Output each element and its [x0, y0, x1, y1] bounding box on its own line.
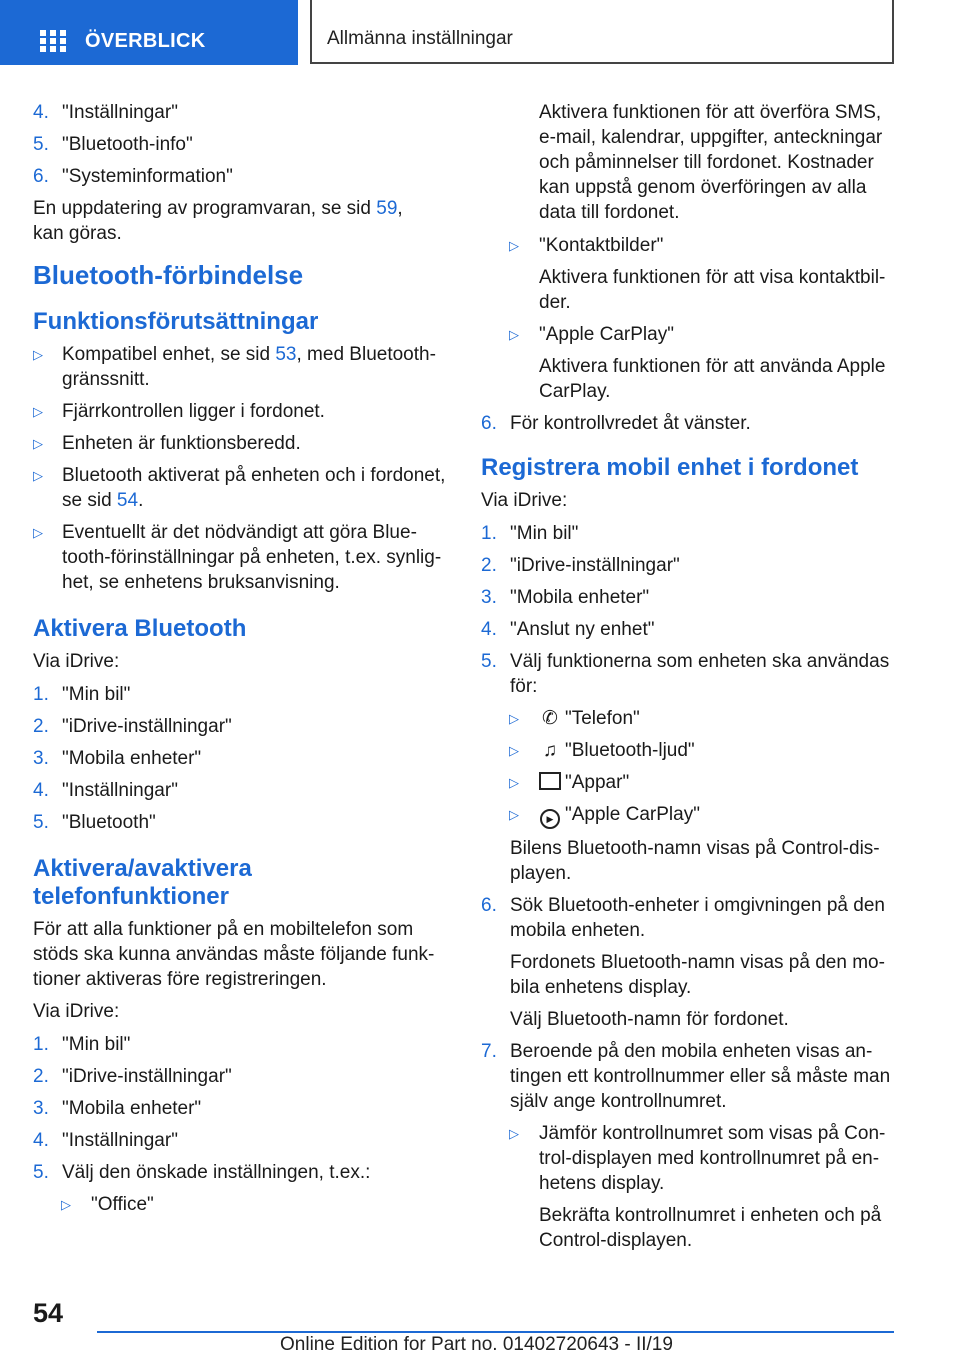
- overview-label: ÖVERBLICK: [85, 30, 206, 52]
- triangle-right-icon: ▷: [61, 1197, 71, 1212]
- page-number: 54: [33, 1298, 64, 1328]
- list-item: ▷ Kompatibel enhet, se sid 53, med Bluetooth-gränssnitt.: [33, 344, 436, 390]
- page-link[interactable]: 54: [116, 490, 139, 511]
- triangle-right-icon: ▷: [509, 743, 519, 758]
- left-column: [33, 100, 453, 1224]
- update-text: En uppdatering av programvaran, se sid 59, kan göras.: [33, 198, 403, 244]
- triangle-right-icon: ▷: [33, 468, 43, 483]
- list-item: 5. "Bluetooth-info": [33, 134, 193, 155]
- list-item: ▷ Eventuellt är det nödvändigt att göra Blue-tooth-förinställningar på enheten, t.ex. synlig-het, se enhetens bruksanvisning.: [33, 522, 442, 593]
- bt-name-text: Bilens Bluetooth-namn visas på Control-dis-playen.: [510, 838, 880, 884]
- list-item: 2. "iDrive-inställningar": [33, 716, 232, 737]
- list-item: 1. "Min bil": [33, 684, 131, 705]
- carplay-desc: Aktivera funktionen för att använda Apple CarPlay.: [539, 356, 886, 402]
- list-item: ▷ "Office": [61, 1194, 154, 1215]
- music-note-icon: ♫: [542, 740, 558, 761]
- list-item: 5. "Bluetooth": [33, 812, 156, 833]
- via-label: Via iDrive:: [481, 490, 568, 511]
- triangle-right-icon: ▷: [33, 525, 43, 540]
- list-item: ▷ "Apple CarPlay": [509, 324, 674, 345]
- section-header: [310, 0, 894, 64]
- list-item: ▷ "Kontaktbilder": [509, 235, 664, 256]
- list-item: ▷ "Appar": [509, 772, 630, 793]
- via-label: Via iDrive:: [33, 1001, 120, 1022]
- right-column: [481, 100, 901, 1260]
- overview-tab[interactable]: [0, 0, 298, 65]
- list-item: ▷ ▶ "Apple CarPlay": [481, 802, 901, 829]
- footer-edition: Online Edition for Part no. 01402720643 - II/19: [280, 1334, 673, 1355]
- triangle-right-icon: ▷: [33, 436, 43, 451]
- list-item: 7. Beroende på den mobila enheten visas an-tingen ett kontrollnummer eller så måste man själv ange kontrollnumret.: [481, 1041, 891, 1112]
- list-item: 3. "Mobila enheter": [33, 748, 202, 769]
- carplay-icon: ▶: [539, 802, 561, 829]
- list-item: ▷ Enheten är funktionsberedd.: [33, 433, 301, 454]
- step6-detail: Välj Bluetooth-namn för fordonet.: [510, 1009, 789, 1030]
- list-item: 4. "Inställningar": [33, 780, 178, 801]
- apps-icon: [539, 770, 561, 795]
- list-item: 3. "Mobila enheter": [33, 1098, 202, 1119]
- heading-prereq: Funktionsförutsättningar: [33, 308, 319, 335]
- list-item: 5. Välj den önskade inställningen, t.ex.:: [33, 1162, 371, 1183]
- step7-confirm: Bekräfta kontrollnumret i enheten och på Control-displayen.: [539, 1205, 882, 1251]
- grid-icon: [40, 30, 66, 52]
- list-item: 6. För kontrollvredet åt vänster.: [481, 413, 751, 434]
- list-item: ▷ Bluetooth aktiverat på enheten och i fordonet, se sid 54.: [33, 465, 446, 511]
- page-link[interactable]: 53: [275, 344, 297, 365]
- via-label: Via iDrive:: [33, 651, 120, 672]
- list-item: 6. Sök Bluetooth-enheter i omgivningen på den mobila enheten.: [481, 895, 885, 941]
- heading-bluetooth: Bluetooth-förbindelse: [33, 260, 304, 290]
- list-item: 4. "Inställningar": [33, 102, 178, 123]
- triangle-right-icon: ▷: [509, 327, 519, 342]
- triangle-right-icon: ▷: [509, 1126, 519, 1141]
- triangle-right-icon: ▷: [509, 238, 519, 253]
- office-desc: Aktivera funktionen för att överföra SMS, e-mail, kalendrar, uppgifter, anteckningar och påminnelser till fordonet. Kostnader kan uppstå genom överföringen av alla data till fordonet.: [539, 102, 883, 223]
- heading-phone-functions: Aktivera/avaktivera telefonfunktioner: [33, 855, 252, 910]
- heading-activate: Aktivera Bluetooth: [33, 615, 247, 642]
- list-item: 4. "Inställningar": [33, 1130, 178, 1151]
- triangle-right-icon: ▷: [509, 807, 519, 822]
- list-item: ▷ ✆ "Telefon": [509, 708, 640, 729]
- list-item: 5. Välj funktionerna som enheten ska användas för:: [481, 651, 890, 697]
- step6-detail: Fordonets Bluetooth-namn visas på den mo-bila enhetens display.: [510, 952, 885, 998]
- contact-desc: Aktivera funktionen för att visa kontaktbil-der.: [539, 267, 886, 313]
- list-item: ▷ Fjärrkontrollen ligger i fordonet.: [33, 401, 325, 422]
- list-item: 2. "iDrive-inställningar": [481, 555, 680, 576]
- list-item: 6. "Systeminformation": [33, 166, 233, 187]
- list-item: ▷ Jämför kontrollnumret som visas på Con-trol-displayen med kontrollnumret på en-hetens display.: [509, 1123, 886, 1194]
- phone-intro: För att alla funktioner på en mobiltelefon som stöds ska kunna användas måste följande funk-tioner aktiveras före registreringen.: [33, 919, 435, 990]
- heading-register: Registrera mobil enhet i fordonet: [481, 454, 859, 481]
- list-item: 1. "Min bil": [33, 1034, 131, 1055]
- footer-rule: [97, 1331, 894, 1333]
- triangle-right-icon: ▷: [509, 711, 519, 726]
- triangle-right-icon: ▷: [33, 404, 43, 419]
- list-item: 3. "Mobila enheter": [481, 587, 650, 608]
- list-item: 4. "Anslut ny enhet": [481, 619, 655, 640]
- list-item: 1. "Min bil": [481, 523, 579, 544]
- section-title: Allmänna inställningar: [327, 28, 513, 49]
- triangle-right-icon: ▷: [33, 347, 43, 362]
- list-item: ▷ ♫ "Bluetooth-ljud": [509, 740, 695, 761]
- list-item: 2. "iDrive-inställningar": [33, 1066, 232, 1087]
- page-link[interactable]: 59: [376, 198, 398, 219]
- triangle-right-icon: ▷: [509, 775, 519, 790]
- phone-icon: ✆: [542, 708, 558, 729]
